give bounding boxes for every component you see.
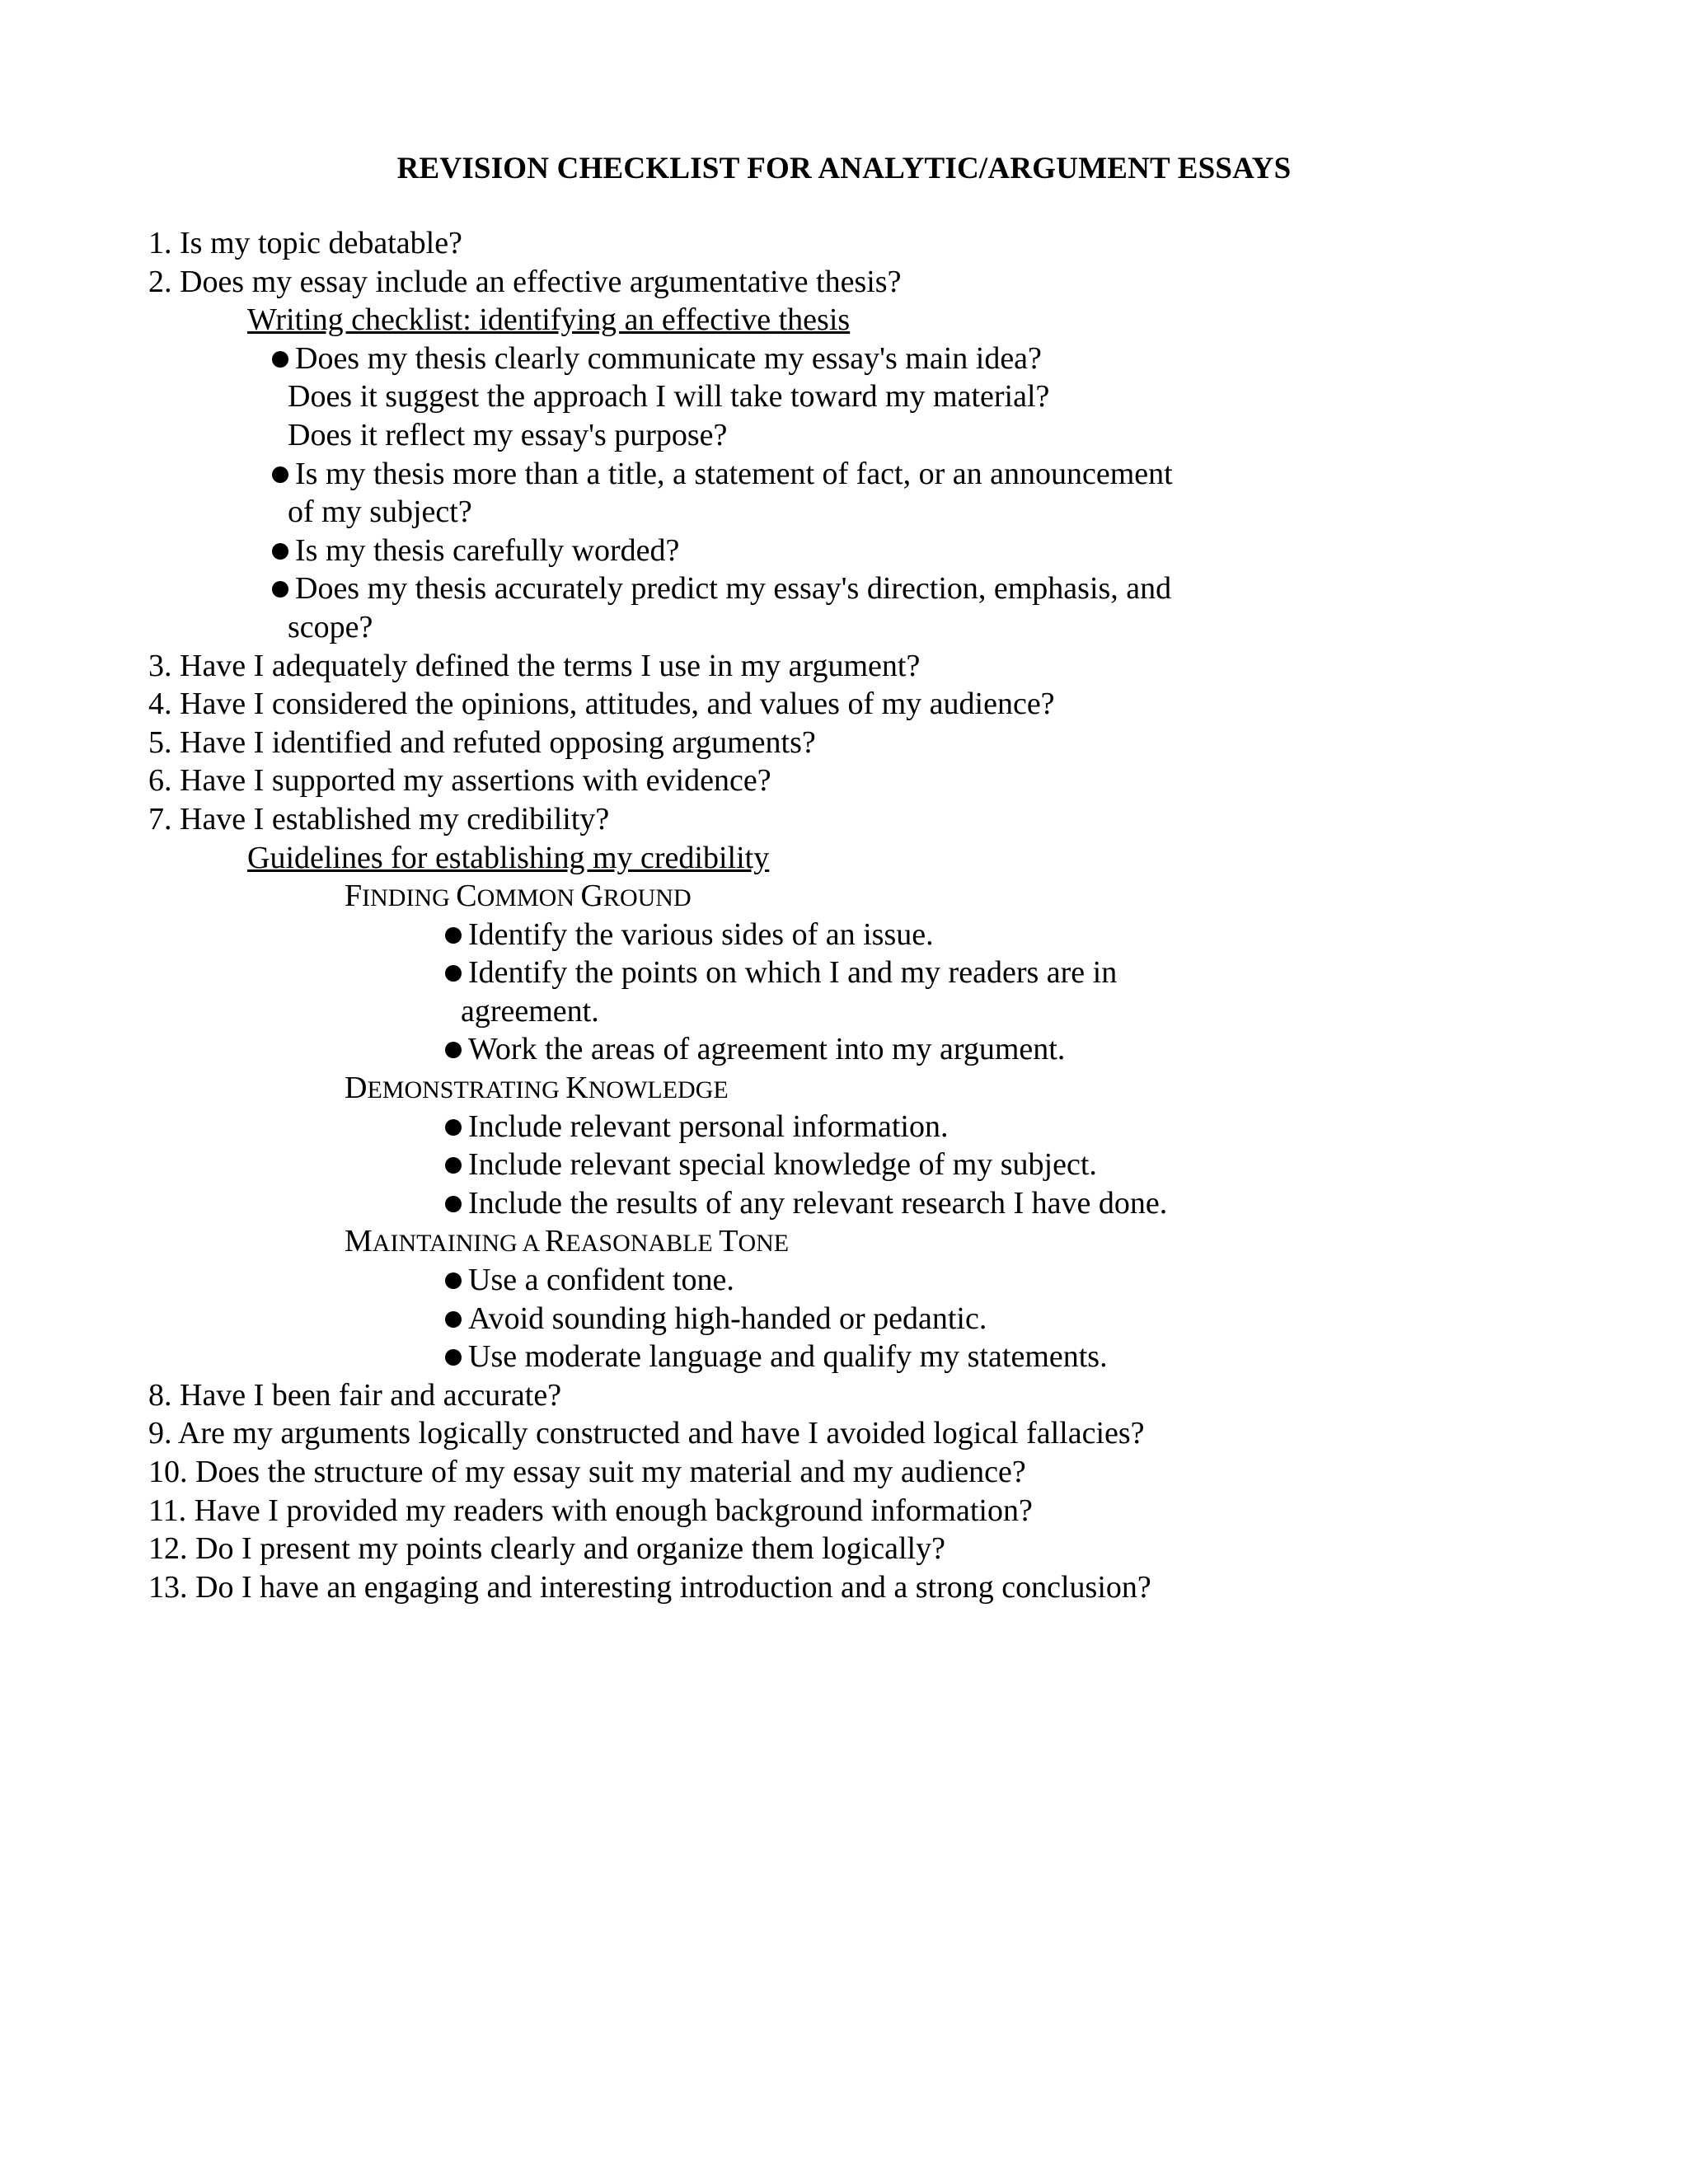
thesis-bullet-4: Does my thesis accurately predict my essay's direction, emphasis, and [0,569,1688,608]
checklist-item-13: 13. Do I have an engaging and interesting introduction and a strong conclusion? [148,1569,1151,1605]
common-ground-bullet-1: Identify the various sides of an issue. [0,916,1688,954]
bullet-icon [445,1042,462,1058]
bullet-icon [445,1157,462,1174]
bullet-icon [445,1311,462,1328]
bullet-icon [272,466,288,483]
checklist-item-5: 5. Have I identified and refuted opposing arguments? [148,724,816,760]
common-ground-bullet-2: Identify the points on which I and my readers are in [0,954,1688,992]
checklist-item-10: 10. Does the structure of my essay suit my material and my audience? [148,1455,1026,1489]
bullet-icon [445,1119,462,1136]
common-ground-bullet-2-cont: agreement. [461,993,599,1029]
section-heading-common-ground: FINDING COMMON GROUND [345,879,692,914]
checklist-item-6: 6. Have I supported my assertions with evidence? [148,763,771,799]
thesis-bullet-1-cont-2: Does it reflect my essay's purpose? [288,417,728,452]
section-heading-demonstrating-knowledge: DEMONSTRATING KNOWLEDGE [345,1071,729,1106]
checklist-item-12: 12. Do I present my points clearly and organize them logically? [148,1531,945,1567]
tone-bullet-2: Avoid sounding high-handed or pedantic. [0,1300,1688,1338]
knowledge-bullet-3: Include the results of any relevant research I have done. [0,1184,1688,1223]
thesis-bullet-2: Is my thesis more than a title, a statement of fact, or an announcement [0,455,1688,494]
section-heading-reasonable-tone: MAINTAINING A REASONABLE TONE [345,1224,790,1259]
bullet-icon [445,927,462,944]
common-ground-bullet-3: Work the areas of agreement into my argument. [0,1030,1688,1069]
bullet-icon [445,1272,462,1289]
thesis-bullet-1-cont-1: Does it suggest the approach I will take toward my material? [288,379,1050,415]
bullet-icon [445,965,462,982]
thesis-bullet-4-cont: scope? [288,609,373,644]
thesis-bullet-3: Is my thesis carefully worded? [0,532,1688,570]
bullet-icon [272,581,288,598]
checklist-item-4: 4. Have I considered the opinions, attitudes, and values of my audience? [148,687,1055,722]
bullet-icon [272,543,288,560]
checklist-item-2: 2. Does my essay include an effective argumentative thesis? [148,264,902,299]
thesis-bullet-2-cont: of my subject? [288,494,472,530]
tone-bullet-3: Use moderate language and qualify my statements. [0,1338,1688,1376]
bullet-icon [445,1349,462,1366]
checklist-item-8: 8. Have I been fair and accurate? [148,1377,562,1413]
credibility-guidelines-heading: Guidelines for establishing my credibility [247,840,770,875]
checklist-item-9: 9. Are my arguments logically constructed and have I avoided logical fallacies? [148,1416,1145,1451]
thesis-bullet-1: Does my thesis clearly communicate my essay's main idea? [0,340,1688,378]
page-title: REVISION CHECKLIST FOR ANALYTIC/ARGUMENT ESSAYS [396,152,1292,185]
bullet-icon [445,1196,462,1212]
checklist-item-11: 11. Have I provided my readers with enough background information? [148,1493,1033,1528]
knowledge-bullet-1: Include relevant personal information. [0,1108,1688,1146]
checklist [0,224,1688,1606]
checklist-item-1: 1. Is my topic debatable? [148,226,462,260]
checklist-item-7: 7. Have I established my credibility? [148,801,610,837]
knowledge-bullet-2: Include relevant special knowledge of my subject. [0,1146,1688,1184]
thesis-checklist-heading: Writing checklist: identifying an effective thesis [247,302,851,338]
bullet-icon [272,351,288,368]
checklist-item-3: 3. Have I adequately defined the terms I use in my argument? [148,648,921,683]
tone-bullet-1: Use a confident tone. [0,1261,1688,1300]
